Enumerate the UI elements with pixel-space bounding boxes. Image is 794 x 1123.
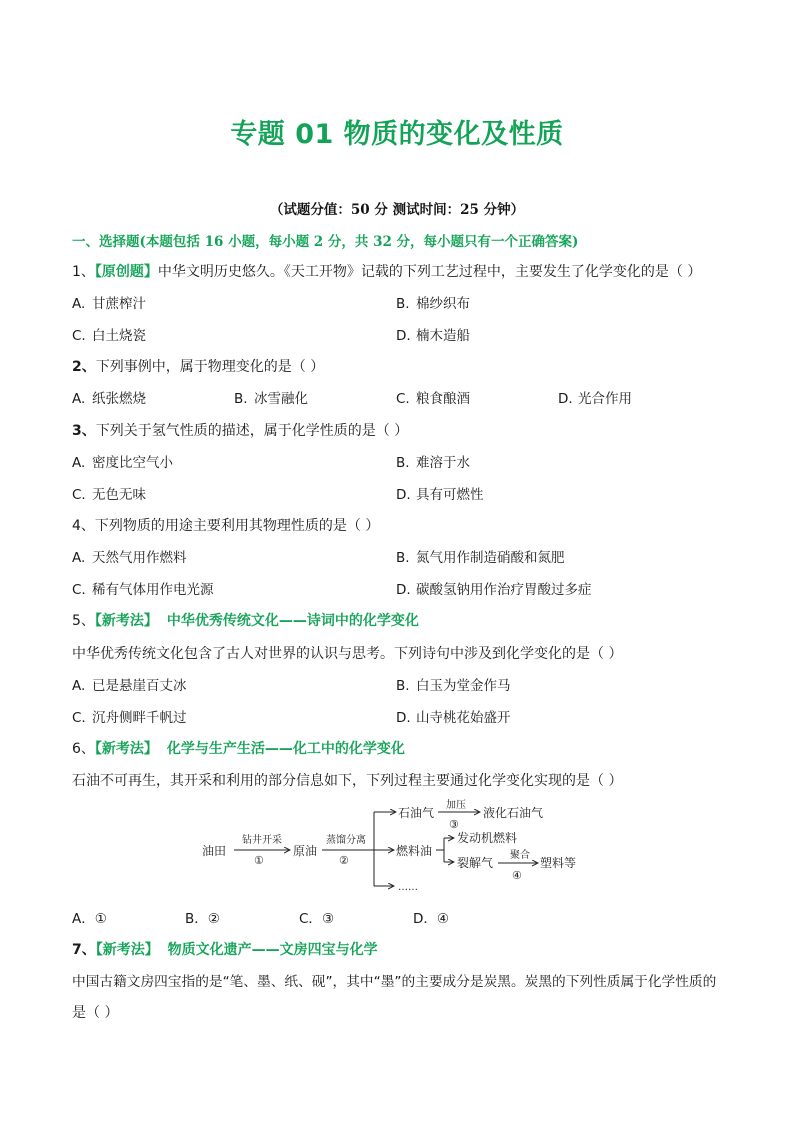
question-number: 5、 bbox=[72, 613, 95, 629]
question-number: 4、 bbox=[72, 518, 95, 534]
option-a: A. 甘蔗榨汁 bbox=[72, 296, 146, 312]
exam-info: （试题分值：50 分 测试时间：25 分钟） bbox=[269, 202, 525, 218]
option-d: D. 楠木造船 bbox=[396, 328, 470, 344]
node-ellipsis: …… bbox=[398, 882, 418, 893]
question-topic: 中华优秀传统文化——诗词中的化学变化 bbox=[166, 613, 419, 629]
question-tag: 【新考法】 bbox=[95, 942, 159, 958]
question-6-stem: 石油不可再生，其开采和利用的部分信息如下，下列过程主要通过化学变化实现的是（ ） bbox=[72, 773, 623, 789]
option-a: A. 纸张燃烧 bbox=[72, 391, 146, 407]
petroleum-flow-diagram bbox=[196, 798, 606, 898]
question-6-header bbox=[72, 740, 405, 758]
option-d: D．④ bbox=[413, 911, 450, 927]
node-fuel-oil: 燃料油 bbox=[396, 844, 433, 858]
option-b: B．② bbox=[185, 911, 220, 927]
node-oilfield: 油田 bbox=[202, 844, 227, 858]
node-engine-fuel: 发动机燃料 bbox=[457, 831, 518, 845]
option-d: D. 具有可燃性 bbox=[396, 487, 484, 503]
question-1-stem bbox=[72, 263, 701, 281]
option-b: B. 氮气用作制造硝酸和氮肥 bbox=[396, 550, 565, 566]
step3-label: 加压 bbox=[446, 800, 466, 811]
question-5-stem: 中华优秀传统文化包含了古人对世界的认识与思考。下列诗句中涉及到化学变化的是（ ） bbox=[72, 646, 623, 662]
question-number: 6、 bbox=[72, 741, 95, 757]
question-3-stem bbox=[72, 422, 408, 440]
option-a: A. 已是悬崖百丈冰 bbox=[72, 678, 187, 694]
option-a: A. 密度比空气小 bbox=[72, 455, 173, 471]
question-7-header bbox=[72, 941, 378, 959]
option-a: A．① bbox=[72, 911, 107, 927]
option-c: C. 稀有气体用作电光源 bbox=[72, 582, 214, 598]
question-number: 3、 bbox=[72, 423, 96, 439]
question-tag: 【新考法】 bbox=[94, 741, 158, 757]
node-liquefied-gas: 液化石油气 bbox=[483, 806, 544, 820]
question-text: 中华文明历史悠久。《天工开物》记载的下列工艺过程中，主要发生了化学变化的是（ ） bbox=[157, 264, 702, 280]
option-b: B. 难溶于水 bbox=[396, 455, 470, 471]
question-tag: 【原创题】 bbox=[94, 264, 158, 280]
question-topic: 化学与生产生活——化工中的化学变化 bbox=[166, 741, 405, 757]
step1-number: ① bbox=[254, 854, 264, 867]
option-c: C. 沉舟侧畔千帆过 bbox=[72, 710, 187, 726]
question-number: 1、 bbox=[72, 264, 95, 280]
question-number: 2、 bbox=[72, 359, 96, 375]
page-title: 专题 01 物质的变化及性质 bbox=[230, 119, 564, 150]
step2-label: 蒸馏分离 bbox=[326, 835, 366, 846]
question-7-stem-line1: 中国古籍文房四宝指的是“笔、墨、纸、砚”，其中“墨”的主要成分是炭黑。炭黑的下列性质属于化学性质的 bbox=[72, 974, 717, 990]
step4-number: ④ bbox=[512, 869, 522, 882]
option-d: D. 碳酸氢钠用作治疗胃酸过多症 bbox=[396, 582, 592, 598]
question-7-stem-line2: 是（ ） bbox=[72, 1005, 119, 1021]
question-5-header bbox=[72, 612, 419, 630]
option-b: B. 白玉为堂金作马 bbox=[396, 678, 511, 694]
section-heading: 一、选择题(本题包括 16 小题，每小题 2 分，共 32 分，每小题只有一个正确答案) bbox=[72, 234, 579, 250]
option-d: D. 山寺桃花始盛开 bbox=[396, 710, 511, 726]
option-b: B. 冰雪融化 bbox=[234, 391, 308, 407]
option-d: D. 光合作用 bbox=[558, 391, 632, 407]
question-4-stem bbox=[72, 517, 379, 535]
question-tag: 【新考法】 bbox=[94, 613, 158, 629]
node-cracked-gas: 裂解气 bbox=[457, 856, 494, 870]
step1-label: 钻井开采 bbox=[242, 835, 282, 846]
question-topic: 物质文化遗产——文房四宝与化学 bbox=[167, 942, 378, 958]
question-number: 7、 bbox=[72, 942, 96, 958]
option-c: C. 白土烧瓷 bbox=[72, 328, 146, 344]
step4-label: 聚合 bbox=[510, 850, 530, 861]
option-c: C. 粮食酿酒 bbox=[396, 391, 470, 407]
node-plastics: 塑料等 bbox=[540, 856, 577, 870]
option-c: C．③ bbox=[299, 911, 335, 927]
question-2-stem bbox=[72, 358, 324, 376]
step3-number: ③ bbox=[449, 818, 459, 831]
option-b: B. 棉纱织布 bbox=[396, 296, 470, 312]
node-petroleum-gas: 石油气 bbox=[398, 806, 435, 820]
node-crude-oil: 原油 bbox=[293, 844, 318, 858]
option-c: C. 无色无味 bbox=[72, 487, 146, 503]
option-a: A. 天然气用作燃料 bbox=[72, 550, 187, 566]
question-text: 下列物质的用途主要利用其物理性质的是（ ） bbox=[94, 518, 380, 534]
step2-number: ② bbox=[339, 854, 349, 867]
question-text: 下列关于氢气性质的描述，属于化学性质的是（ ） bbox=[95, 423, 409, 439]
question-text: 下列事例中，属于物理变化的是（ ） bbox=[95, 359, 325, 375]
